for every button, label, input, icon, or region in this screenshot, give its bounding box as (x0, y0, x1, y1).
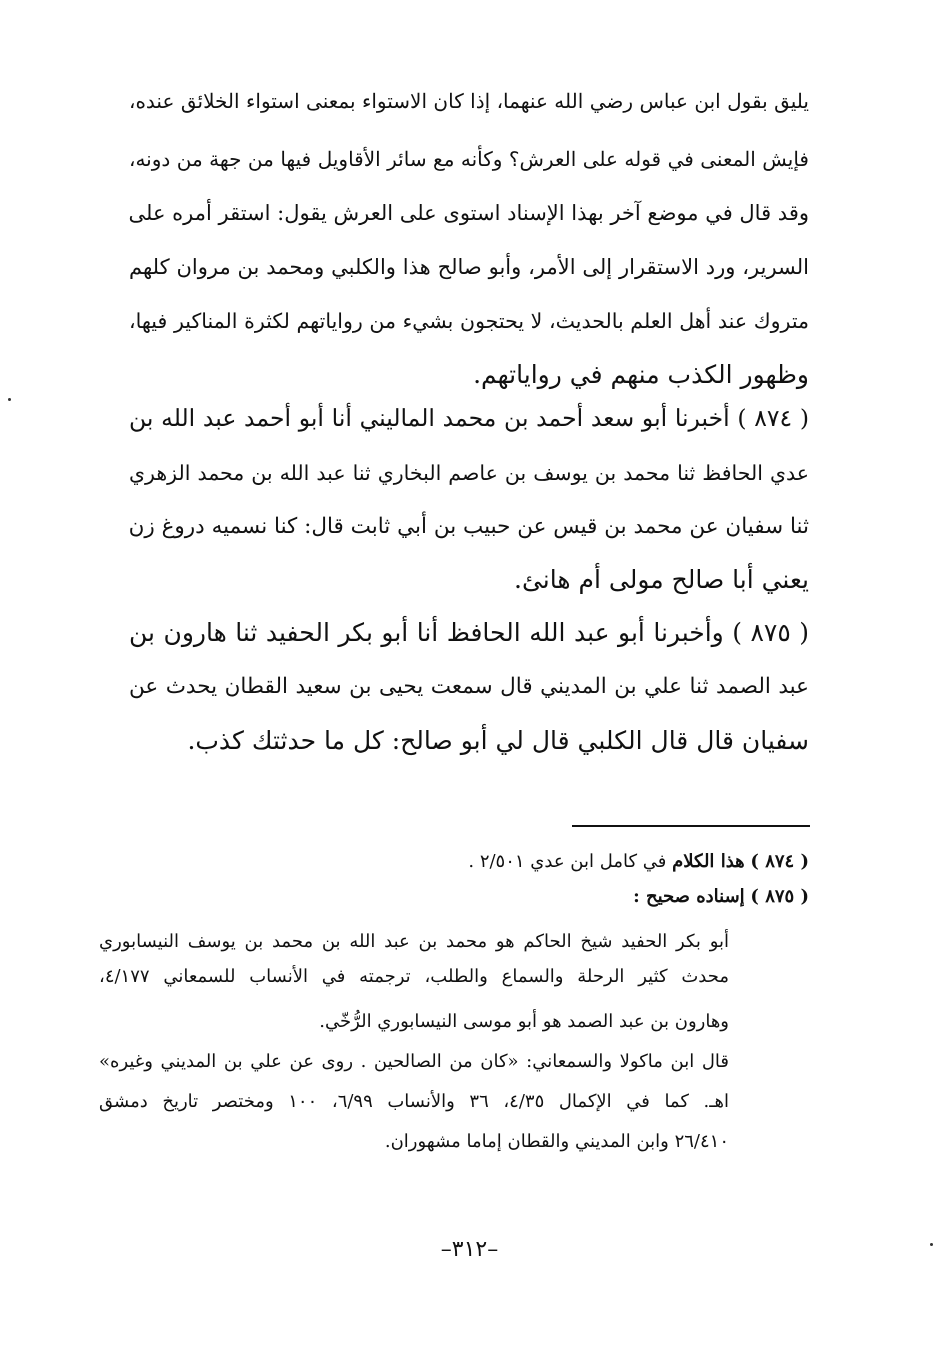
hadith-874-line: ثنا سفيان عن محمد بن قيس عن حبيب بن أبي ثابت قال: كنا نسميه دروغ زن (128, 514, 809, 539)
footnote-number: ( ٨٧٤ ) (750, 851, 809, 872)
hadith-875-line: سفيان قال قال الكلبي قال لي أبو صالح: كل ما حدثتك كذب. (187, 726, 809, 755)
body-line: فإيش المعنى في قوله على العرش؟ وكأنه مع سائر الأقاويل فيها من جهة من دونه، (129, 147, 809, 171)
footnote-line: أبو بكر الحفيد شيخ الحاكم هو محمد بن عبد الله بن محمد بن يوسف النيسابوري (99, 931, 729, 952)
body-line: وقد قال في موضع آخر بهذا الإسناد استوى على العرش يقول: استقر أمره على (128, 201, 809, 225)
scan-speck (8, 398, 11, 401)
footnote-separator (572, 825, 810, 827)
footnote-line: ٢٦/٤١٠ وابن المديني والقطان إماما مشهوران. (384, 1131, 729, 1152)
body-line: السرير، ورد الاستقرار إلى الأمر، وأبو صالح هذا والكلبي ومحمد بن مروان كلهم (129, 255, 809, 279)
footnote-874 (129, 845, 809, 879)
footnote-text: في كامل ابن عدي ٢/٥٠١ . (468, 851, 673, 872)
footnote-heading: إسناده صحيح : (633, 886, 745, 907)
scan-speck (930, 1243, 933, 1246)
footnote-line: محدث كثير الرحلة والسماع والطلب، ترجمته في الأنساب للسمعاني ٤/١٧٧، (99, 966, 729, 987)
hadith-874-line: عدي الحافظ ثنا محمد بن يوسف بن عاصم البخاري ثنا عبد الله بن محمد الزهري (129, 461, 809, 485)
hadith-875-line: عبد الصمد ثنا علي بن المديني قال سمعت يحيى بن سعيد القطان يحدث عن (129, 674, 809, 699)
footnote-heading: هذا الكلام (672, 851, 745, 872)
hadith-875-line: ( ٨٧٥ ) وأخبرنا أبو عبد الله الحافظ أنا أبو بكر الحفيد ثنا هارون بن (129, 618, 810, 647)
body-line: يليق بقول ابن عباس رضي الله عنهما، إذا كان الاستواء بمعنى استواء الخلائق عنده، (129, 89, 809, 113)
footnote-line: وهارون بن عبد الصمد هو أبو موسى النيسابوري الرُّخّي. (319, 1011, 729, 1032)
page-number: –٣١٢– (440, 1237, 499, 1262)
footnote-line: اهـ. كما في الإكمال ٤/٣٥، ٣٦ والأنساب ٦/٩٩، ١٠٠ ومختصر تاريخ دمشق (99, 1091, 729, 1112)
body-line: متروك عند أهل العلم بالحديث، لا يحتجون بشيء من رواياتهم لكثرة المناكير فيها، (129, 309, 809, 333)
footnote-875 (129, 880, 809, 914)
hadith-874-line: يعني أبا صالح مولى أم هانئ. (514, 565, 809, 594)
body-line: وظهور الكذب منهم في رواياتهم. (473, 360, 809, 389)
footnote-line: قال ابن ماكولا والسمعاني: «كان من الصالحين . روى عن علي بن المديني وغيره» (99, 1051, 729, 1072)
footnote-number: ( ٨٧٥ ) (750, 886, 809, 907)
hadith-874-line: ( ٨٧٤ ) أخبرنا أبو سعد أحمد بن محمد الماليني أنا أبو أحمد عبد الله بن (129, 404, 809, 432)
